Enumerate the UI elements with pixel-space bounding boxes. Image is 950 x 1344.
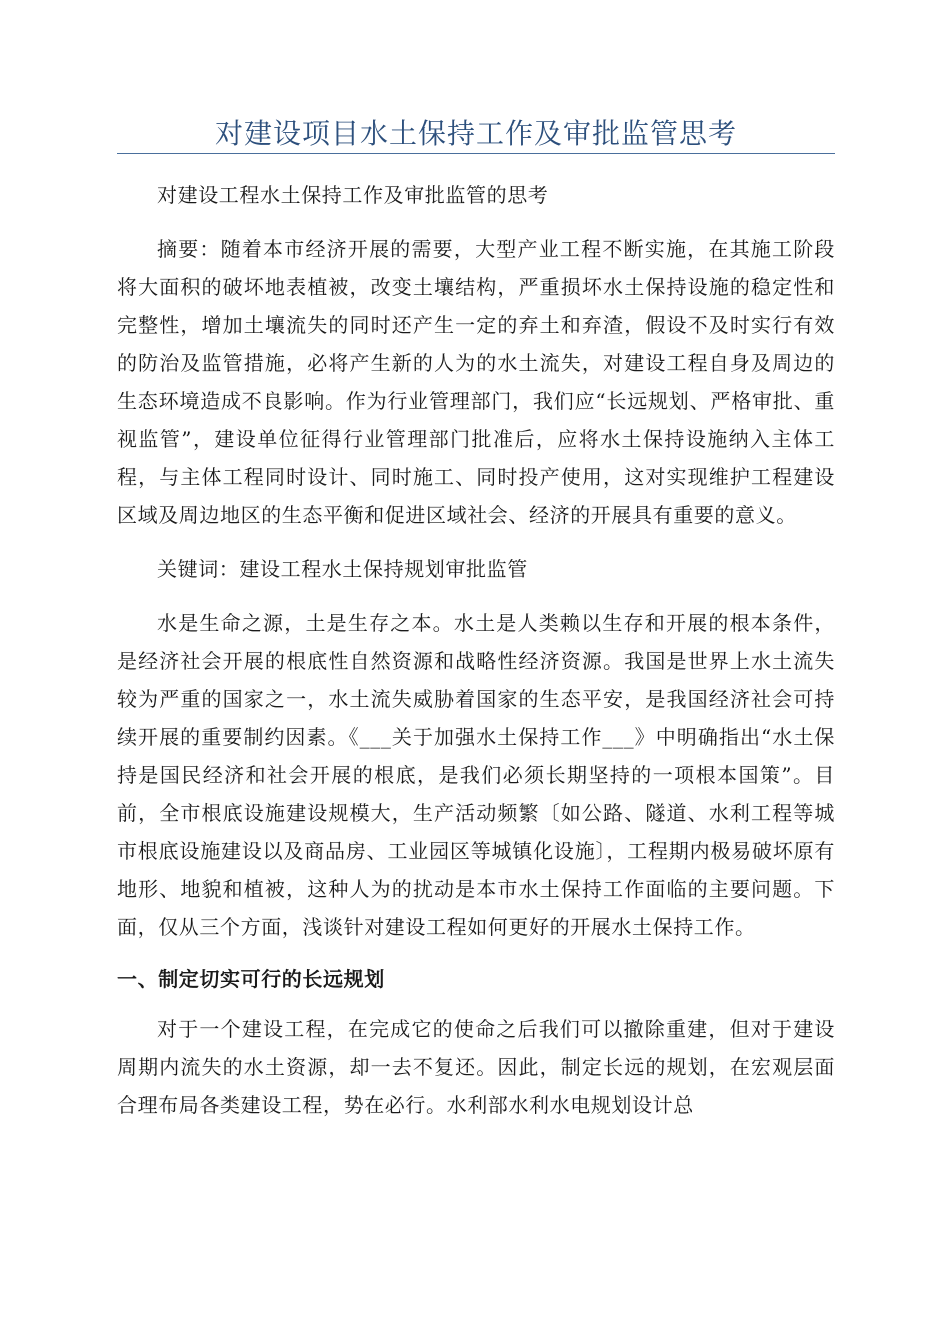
abstract-paragraph: 摘要：随着本市经济开展的需要，大型产业工程不断实施，在其施工阶段将大面积的破坏地表植被，改变土壤结构，严重损坏水土保持设施的稳定性和完整性，增加土壤流失的同时还产生一定的弃土和弃渣，假设不及时实行有效的防治及监管措施，必将产生新的人为的水土流失，对建设工程自身及周边的生态环境造成不良影响。作为行业管理部门，我们应“长远规划、严格审批、重视监管”，建设单位征得行业管理部门批准后，应将水土保持设施纳入主体工程，与主体工程同时设计、同时施工、同时投产使用，这对实现维护工程建设区域及周边地区的生态平衡和促进区域社会、经济的开展具有重要的意义。 — [117, 237, 835, 527]
subtitle-paragraph: 对建设工程水土保持工作及审批监管的思考 — [157, 183, 549, 207]
document-title: 对建设项目水土保持工作及审批监管思考 — [214, 117, 737, 150]
section-heading-1: 一、制定切实可行的长远规划 — [117, 967, 385, 991]
document-body — [117, 176, 835, 1124]
title-underline — [117, 153, 835, 154]
keywords-paragraph: 关键词：建设工程水土保持规划审批监管 — [157, 557, 528, 581]
intro-paragraph: 水是生命之源，土是生存之本。水土是人类赖以生存和开展的根本条件，是经济社会开展的根底性自然资源和战略性经济资源。我国是世界上水土流失较为严重的国家之一，水土流失威胁着国家的生态平安，是我国经济社会可持续开展的重要制约因素。《___关于加强水土保持工作___》中明确指出“水土保持是国民经济和社会开展的根底，是我们必须长期坚持的一项根本国策”。目前，全市根底设施建设规模大，生产活动频繁〔如公路、隧道、水利工程等城市根底设施建设以及商品房、工业园区等城镇化设施〕，工程期内极易破坏原有地形、地貌和植被，这种人为的扰动是本市水土保持工作面临的主要问题。下面，仅从三个方面，浅谈针对建设工程如何更好的开展水土保持工作。 — [117, 611, 835, 939]
section-1-paragraph: 对于一个建设工程，在完成它的使命之后我们可以撤除重建，但对于建设周期内流失的水土资源，却一去不复还。因此，制定长远的规划，在宏观层面合理布局各类建设工程，势在必行。水利部水利水电规划设计总 — [117, 1017, 835, 1117]
